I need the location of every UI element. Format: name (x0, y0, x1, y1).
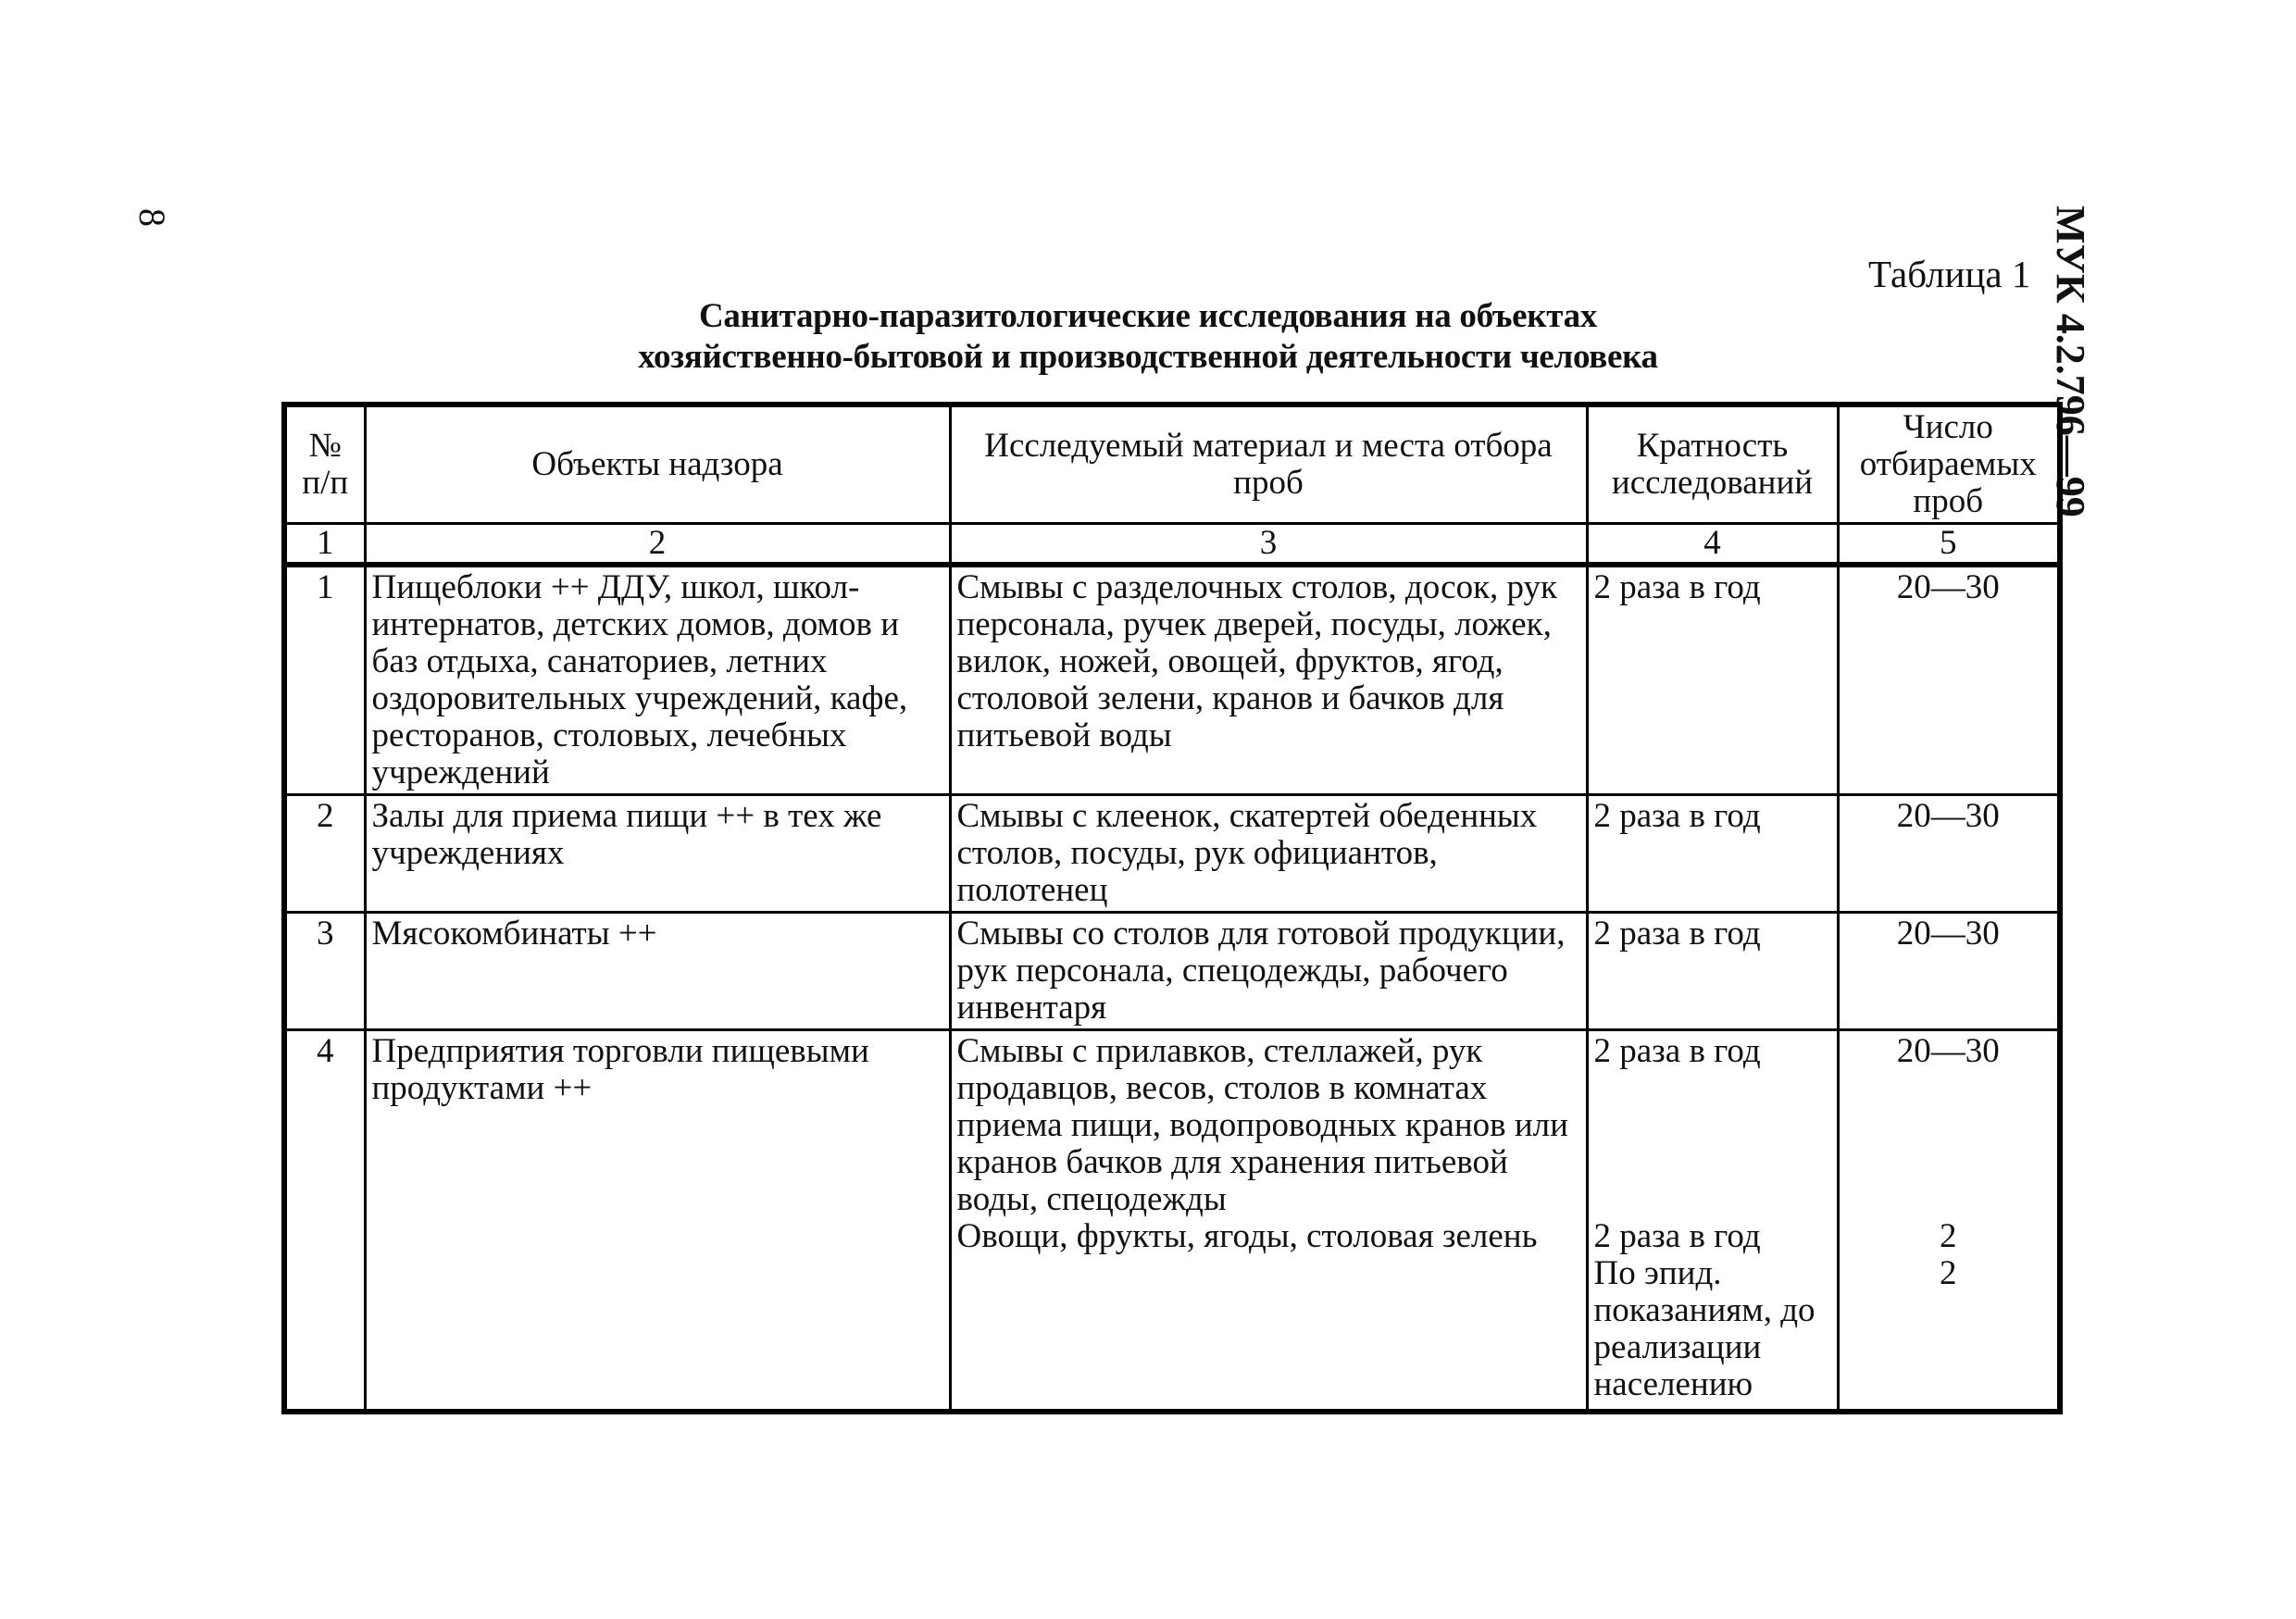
row-material: Смывы с разделочных столов, досок, рук персонала, ручек дверей, посуды, ложек, вилок, ножей, овощей, фруктов, ягод, столовой зелени, кранов и бачков для питьевой воды (950, 565, 1587, 795)
row-frequency: 2 раза в год (1593, 1032, 1761, 1070)
row-num: 4 (284, 1030, 365, 1412)
table-label: Таблица 1 (1868, 253, 2031, 295)
header-row (284, 405, 2060, 524)
row-frequency: 2 раза в год (1587, 795, 1838, 913)
header-samples: Число отбираемых проб (1838, 405, 2060, 524)
row-object: Мясокомбинаты ++ (365, 913, 950, 1030)
row-samples: 20—30 (1838, 565, 2060, 795)
sanitary-table (281, 402, 2063, 1414)
row-num: 3 (284, 913, 365, 1030)
table-title (537, 296, 1759, 378)
column-number: 2 (365, 524, 950, 566)
row-object: Залы для приема пищи ++ в тех же учреждениях (365, 795, 950, 913)
document-code: МУК 4.2.796—99 (2048, 205, 2093, 517)
row-samples: 20—30 (1896, 1032, 2000, 1070)
row-frequency-tertiary: По эпид. показаниям, до реализации населению (1593, 1254, 1816, 1403)
header-material: Исследуемый материал и места отбора проб (950, 405, 1587, 524)
row-object: Пищеблоки ++ ДДУ, школ, школ-интернатов, детских домов, домов и баз отдыха, санаториев, летних оздоровительных учреждений, кафе, ресторанов, столовых, лечебных учреждений (365, 565, 950, 795)
row-frequency: 2 раза в год (1587, 565, 1838, 795)
column-number: 4 (1587, 524, 1838, 566)
row-frequency-secondary: 2 раза в год (1593, 1217, 1761, 1255)
row-material: Смывы с прилавков, стеллажей, рук продавцов, весов, столов в комнатах приема пищи, водопроводных кранов или кранов бачков для хранения питьевой воды, спецодежды (956, 1032, 1568, 1218)
header-frequency: Кратность исследований (1587, 405, 1838, 524)
row-object: Предприятия торговли пищевыми продуктами ++ (365, 1030, 950, 1412)
column-number: 5 (1838, 524, 2060, 566)
row-samples-cell (1838, 1030, 2060, 1412)
row-material: Смывы с клеенок, скатертей обеденных столов, посуды, рук официантов, полотенец (950, 795, 1587, 913)
table-row (284, 795, 2060, 913)
column-number: 1 (284, 524, 365, 566)
page-number: 8 (131, 208, 173, 227)
title-line-2: хозяйственно-бытовой и производственной деятельности человека (638, 338, 1658, 376)
row-num: 1 (284, 565, 365, 795)
row-frequency: 2 раза в год (1587, 913, 1838, 1030)
table-row (284, 565, 2060, 795)
row-samples-secondary: 2 (1940, 1217, 1957, 1255)
header-object: Объекты надзора (365, 405, 950, 524)
row-samples: 20—30 (1838, 913, 2060, 1030)
title-line-1: Санитарно-паразитологические исследования на объектах (698, 297, 1598, 335)
row-samples-tertiary: 2 (1940, 1254, 1957, 1292)
column-number-row (284, 524, 2060, 566)
row-material: Смывы со столов для готовой продукции, рук персонала, спецодежды, рабочего инвентаря (950, 913, 1587, 1030)
column-number: 3 (950, 524, 1587, 566)
row-material-secondary: Овощи, фрукты, ягоды, столовая зелень (956, 1217, 1538, 1255)
row-num: 2 (284, 795, 365, 913)
spacer (1594, 1070, 1831, 1218)
table-row (284, 1030, 2060, 1412)
row-frequency-cell (1587, 1030, 1838, 1412)
spacer (1845, 1070, 2053, 1218)
header-num: № п/п (284, 405, 365, 524)
row-material-cell (950, 1030, 1587, 1412)
row-samples: 20—30 (1838, 795, 2060, 913)
table-row (284, 913, 2060, 1030)
